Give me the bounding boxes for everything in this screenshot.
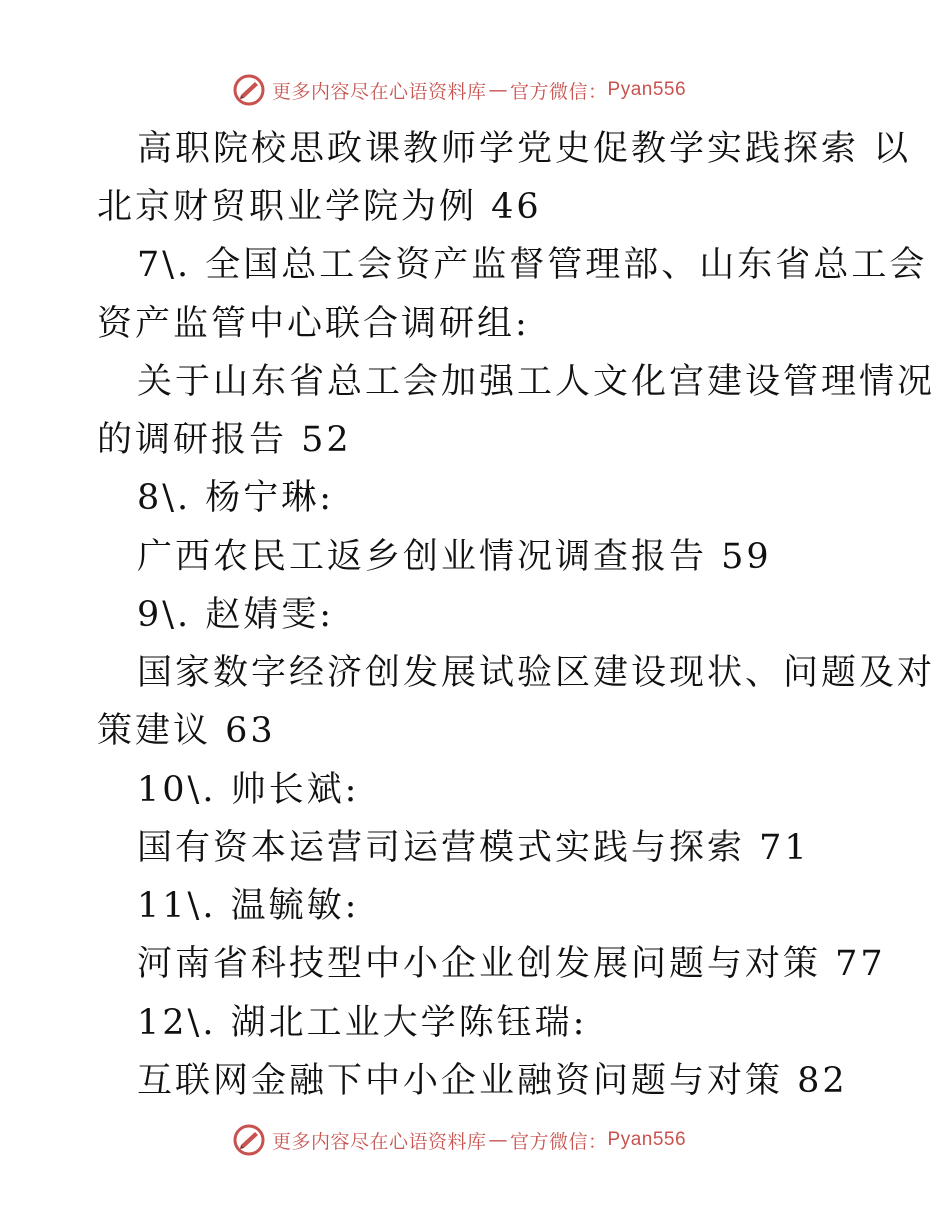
text-line: 10\. 帅长斌:: [137, 770, 360, 810]
footer-banner-text: 更多内容尽在心语资料库: [272, 1130, 487, 1153]
text-line: 国有资本运营司运营模式实践与探索 71: [137, 828, 810, 868]
header-banner: [232, 70, 686, 110]
header-banner-wechat: Pyan556: [607, 79, 687, 100]
text-line: 资产监管中心联合调研组:: [97, 304, 530, 344]
text-line: 广西农民工返乡创业情况调查报告 59: [137, 537, 772, 577]
text-line: 北京财贸职业学院为例 46: [97, 187, 542, 227]
text-line: 7\. 全国总工会资产监督管理部、山东省总工会: [137, 245, 928, 285]
text-line: 策建议 63: [97, 711, 276, 751]
brand-logo-icon: [232, 73, 266, 107]
footer-banner-contact: 官方微信：: [510, 1130, 608, 1153]
text-line: 9\. 赵婧雯:: [137, 595, 335, 635]
text-line: 关于山东省总工会加强工人文化宫建设管理情况: [137, 362, 936, 402]
text-line: 8\. 杨宁琳:: [137, 478, 335, 518]
brand-logo-icon: [232, 1123, 266, 1157]
text-line: 高职院校思政课教师学党史促教学实践探索 以: [137, 129, 912, 169]
text-line: 的调研报告 52: [97, 420, 352, 460]
text-line: 河南省科技型中小企业创发展问题与对策 77: [137, 944, 886, 984]
text-line: 互联网金融下中小企业融资问题与对策 82: [137, 1061, 848, 1101]
footer-banner: [232, 1120, 686, 1160]
text-line: 11\. 温毓敏:: [137, 886, 360, 926]
footer-banner-separator: —: [488, 1129, 509, 1151]
header-banner-text: 更多内容尽在心语资料库: [272, 80, 487, 103]
header-banner-separator: —: [488, 79, 509, 101]
text-line: 国家数字经济创发展试验区建设现状、问题及对: [137, 653, 936, 693]
text-line: 12\. 湖北工业大学陈钰瑞:: [137, 1003, 588, 1043]
header-banner-contact: 官方微信：: [510, 80, 608, 103]
footer-banner-wechat: Pyan556: [607, 1129, 687, 1150]
